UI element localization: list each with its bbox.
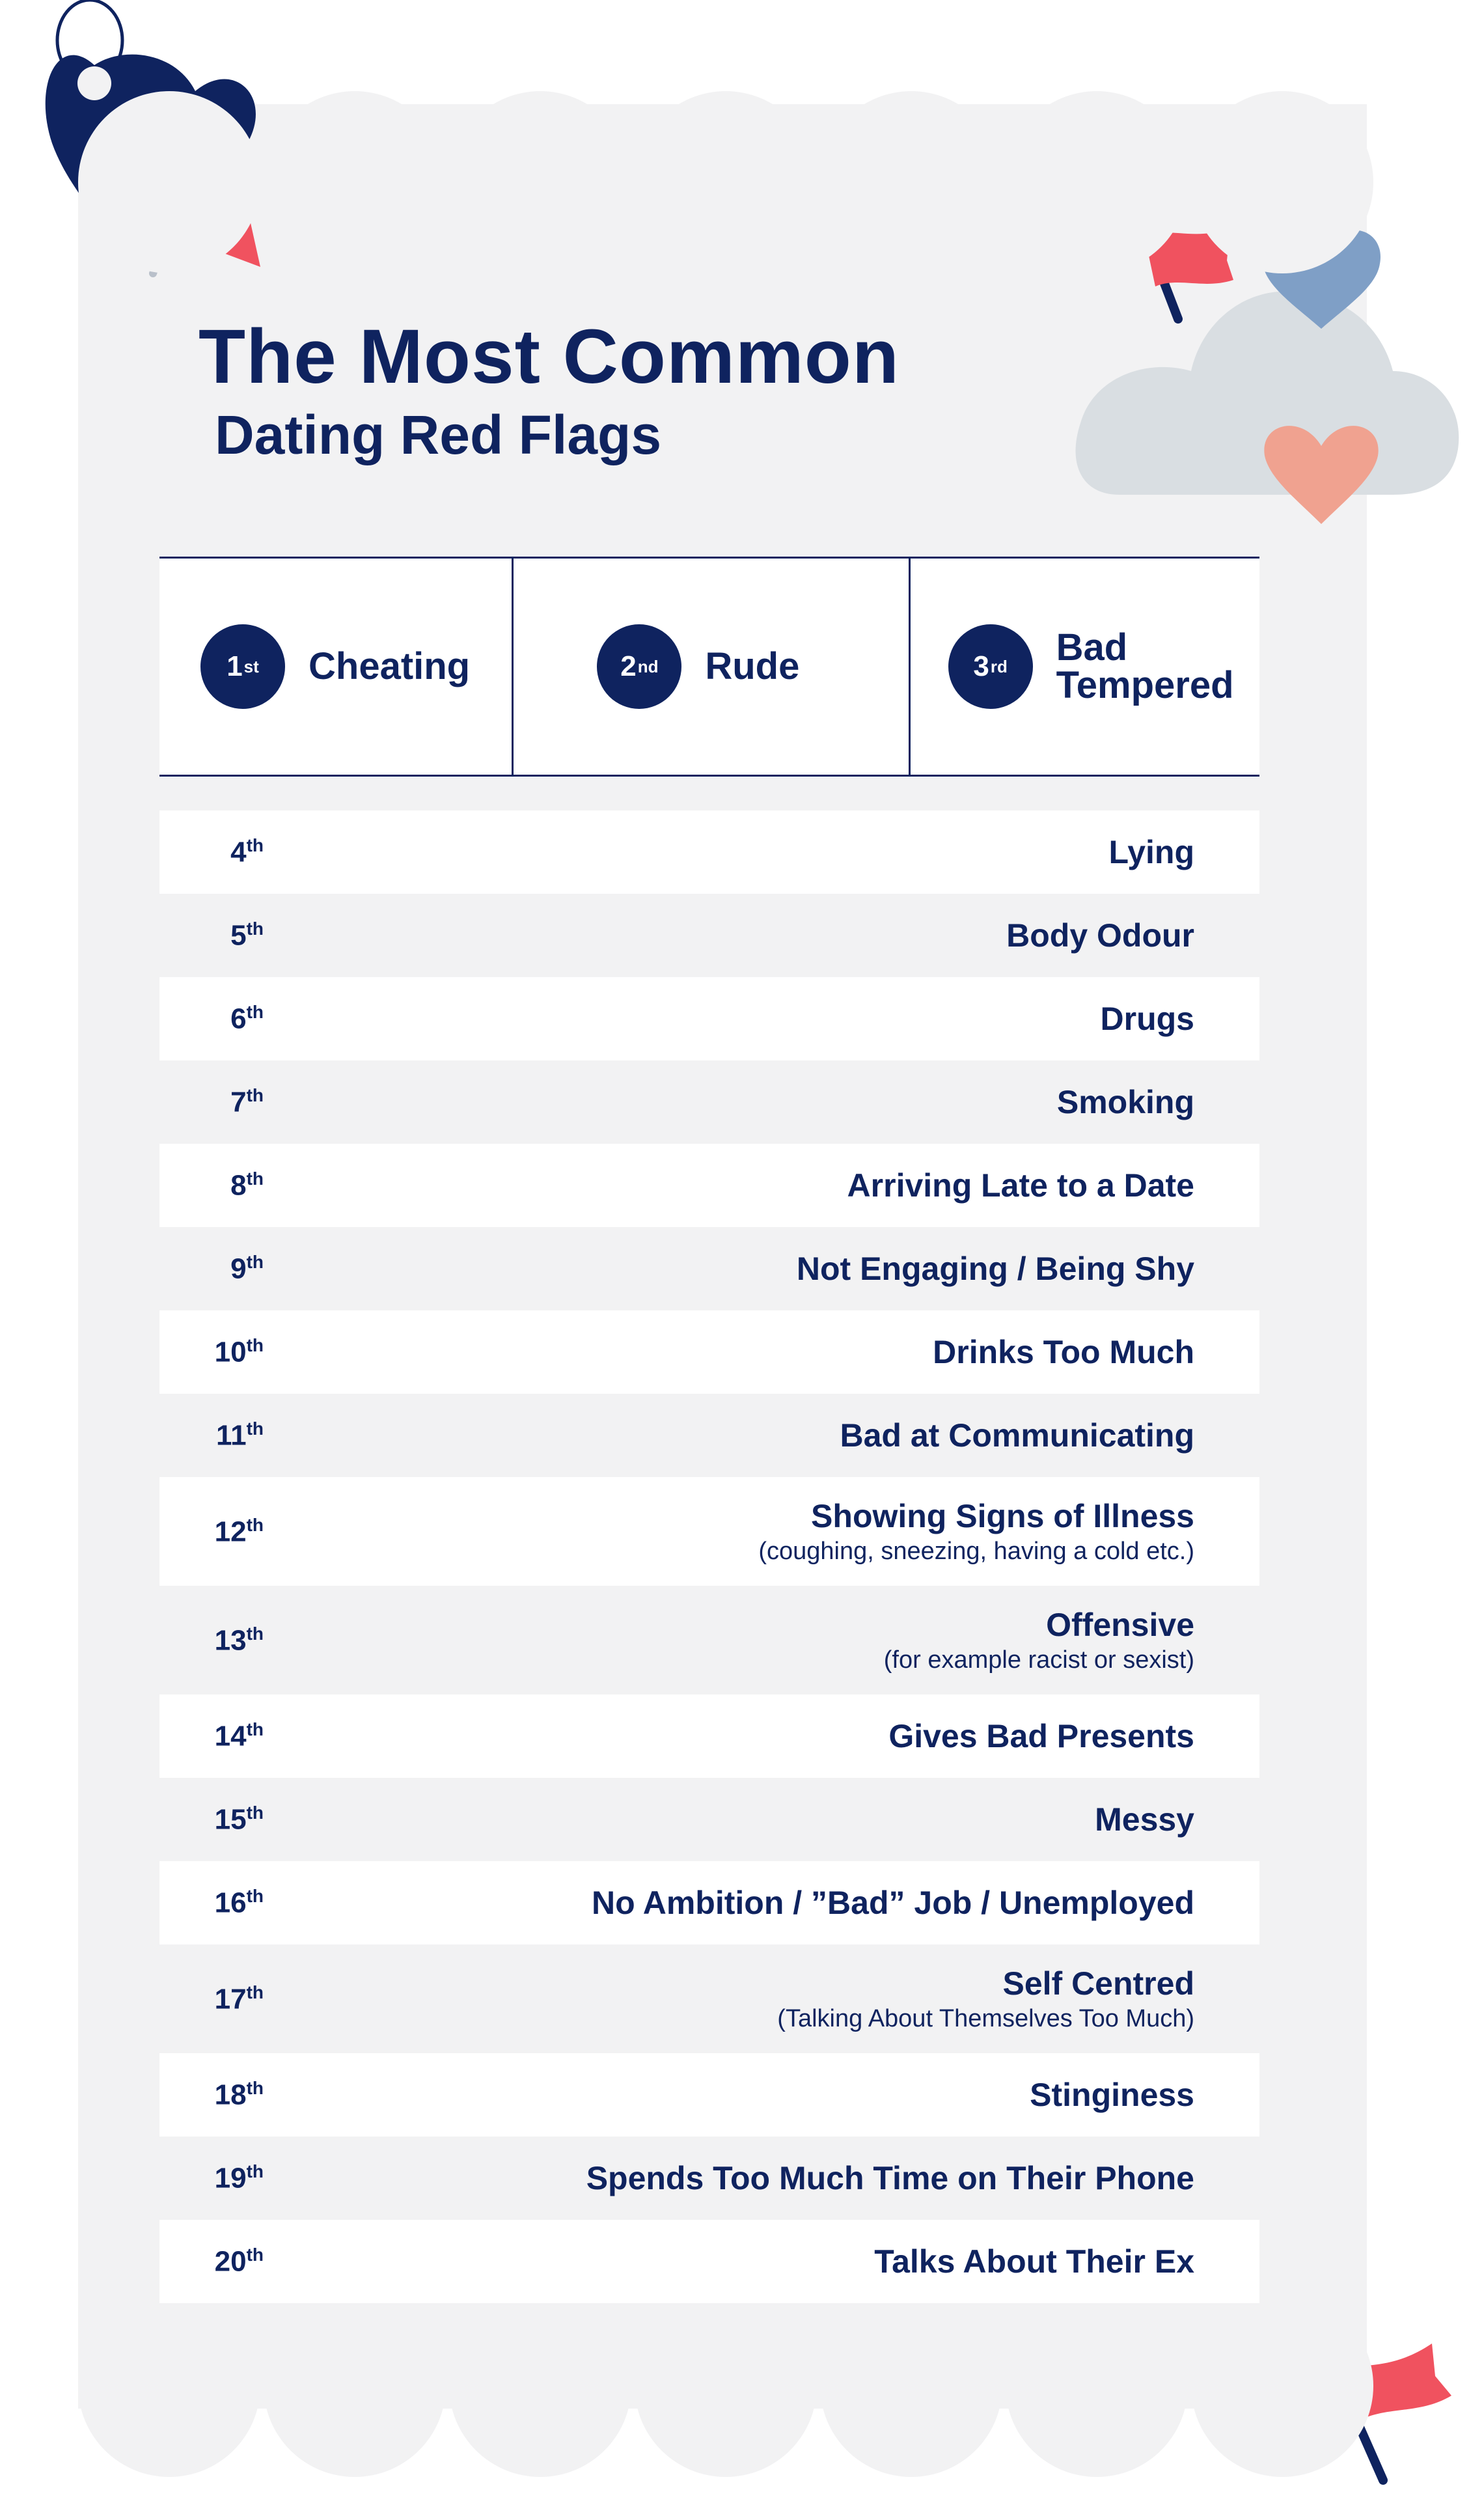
ranking-label bbox=[847, 1167, 1194, 1204]
page-title: The Most Common bbox=[199, 314, 900, 400]
red-flag-name: Gives Bad Presents bbox=[888, 1718, 1194, 1754]
ranking-label bbox=[840, 1417, 1194, 1454]
card-scallop-top bbox=[78, 91, 260, 273]
card-scallop-top bbox=[1191, 91, 1373, 273]
rank-number: 9th bbox=[230, 1252, 264, 1285]
rank-number: 13th bbox=[214, 1623, 264, 1657]
red-flag-name: Stinginess bbox=[1030, 2077, 1194, 2113]
red-flag-note: (Talking About Themselves Too Much) bbox=[777, 2005, 1194, 2032]
ranking-label bbox=[1109, 833, 1194, 871]
red-flag-name: Arriving Late to a Date bbox=[847, 1167, 1194, 1204]
page-subtitle: Dating Red Flags bbox=[215, 404, 662, 465]
ranking-row bbox=[159, 1060, 1259, 1144]
red-flag-name: Showing Signs of Illness bbox=[811, 1498, 1194, 1534]
card-scallop-bottom bbox=[1006, 2295, 1188, 2477]
red-flag-name: Self Centred bbox=[1002, 1965, 1194, 2002]
rank-number: 11th bbox=[216, 1418, 264, 1452]
ranking-row bbox=[159, 2053, 1259, 2137]
ranking-label bbox=[777, 1965, 1194, 2033]
red-flag-name: Offensive bbox=[1046, 1607, 1194, 1643]
rank-1-cell bbox=[159, 559, 514, 775]
card-scallop-top bbox=[1006, 91, 1188, 273]
ranking-row bbox=[159, 1477, 1259, 1586]
rank-label: Cheating bbox=[309, 645, 471, 687]
red-flag-note: (coughing, sneezing, having a cold etc.) bbox=[758, 1538, 1194, 1565]
card-scallop-bottom bbox=[635, 2295, 817, 2477]
rank-label: Bad Tempered bbox=[1056, 626, 1234, 706]
rank-number: 12th bbox=[214, 1514, 264, 1548]
ranking-row bbox=[159, 1694, 1259, 1778]
red-flag-name: Spends Too Much Time on Their Phone bbox=[586, 2160, 1194, 2196]
card-scallop-bottom bbox=[449, 2295, 631, 2477]
ranking-label bbox=[586, 2159, 1194, 2197]
ranking-row bbox=[159, 2137, 1259, 2220]
rank-number: 16th bbox=[214, 1886, 264, 1919]
red-flag-name: Lying bbox=[1108, 834, 1194, 870]
ranking-row bbox=[159, 1310, 1259, 1394]
ranking-label bbox=[1006, 917, 1194, 954]
red-flag-name: No Ambition / ”Bad” Job / Unemployed bbox=[592, 1885, 1194, 1921]
card-scallop-top bbox=[820, 91, 1002, 273]
ranking-label bbox=[592, 1884, 1194, 1922]
rank-badge: 1 st bbox=[200, 624, 285, 709]
ranking-row bbox=[159, 1394, 1259, 1477]
ranking-label bbox=[1057, 1083, 1194, 1121]
card-scallop-bottom bbox=[264, 2295, 446, 2477]
rank-number: 19th bbox=[214, 2161, 264, 2194]
ranking-label bbox=[1101, 1000, 1194, 1038]
card-scallop-top bbox=[449, 91, 631, 273]
card-scallop-top bbox=[635, 91, 817, 273]
red-flag-name: Messy bbox=[1095, 1801, 1194, 1838]
card-scallop-bottom bbox=[820, 2295, 1002, 2477]
rank-badge: 3 rd bbox=[948, 624, 1033, 709]
red-flag-note: (for example racist or sexist) bbox=[883, 1646, 1194, 1674]
ranking-row bbox=[159, 977, 1259, 1060]
rank-number: 8th bbox=[230, 1169, 264, 1202]
ranking-label bbox=[888, 1717, 1194, 1755]
ranking-label bbox=[933, 1333, 1194, 1371]
ranking-label bbox=[1030, 2076, 1194, 2114]
ranking-row bbox=[159, 1144, 1259, 1227]
ranking-row bbox=[159, 1586, 1259, 1694]
rank-number: 4th bbox=[230, 835, 264, 868]
red-flag-name: Bad at Communicating bbox=[840, 1417, 1194, 1454]
ranking-row bbox=[159, 810, 1259, 894]
ranking-label bbox=[797, 1250, 1194, 1288]
rank-number: 15th bbox=[214, 1803, 264, 1836]
red-flag-name: Drugs bbox=[1100, 1001, 1194, 1037]
card-scallop-top bbox=[264, 91, 446, 273]
rank-number: 14th bbox=[214, 1719, 264, 1752]
red-flag-name: Drinks Too Much bbox=[933, 1334, 1194, 1370]
ranking-row bbox=[159, 1778, 1259, 1861]
red-flag-name: Body Odour bbox=[1006, 917, 1194, 954]
ranking-row bbox=[159, 2220, 1259, 2303]
ranking-label bbox=[874, 2243, 1194, 2280]
red-flag-name: Not Engaging / Being Shy bbox=[796, 1251, 1194, 1287]
rank-number: 17th bbox=[214, 1982, 264, 2015]
rank-label: Rude bbox=[705, 645, 800, 687]
rank-2-cell bbox=[514, 559, 910, 775]
ranking-label bbox=[884, 1606, 1194, 1674]
red-flag-name: Talks About Their Ex bbox=[874, 2243, 1194, 2280]
top-three-table bbox=[159, 557, 1259, 777]
ranking-label bbox=[1095, 1801, 1194, 1838]
rank-badge: 2 nd bbox=[597, 624, 681, 709]
card-scallop-bottom bbox=[78, 2295, 260, 2477]
rank-number: 5th bbox=[230, 919, 264, 952]
ranking-row bbox=[159, 894, 1259, 977]
ranking-label bbox=[758, 1497, 1194, 1566]
card-scallop-bottom bbox=[1191, 2295, 1373, 2477]
red-flag-name: Smoking bbox=[1056, 1084, 1194, 1120]
rank-number: 10th bbox=[214, 1335, 264, 1368]
ranking-row bbox=[159, 1227, 1259, 1310]
rank-number: 18th bbox=[214, 2078, 264, 2111]
rank-number: 20th bbox=[214, 2245, 264, 2278]
ranking-row bbox=[159, 1944, 1259, 2053]
rank-number: 6th bbox=[230, 1002, 264, 1035]
rank-number: 7th bbox=[230, 1085, 264, 1118]
ranking-row bbox=[159, 1861, 1259, 1944]
rank-3-cell bbox=[911, 559, 1259, 775]
